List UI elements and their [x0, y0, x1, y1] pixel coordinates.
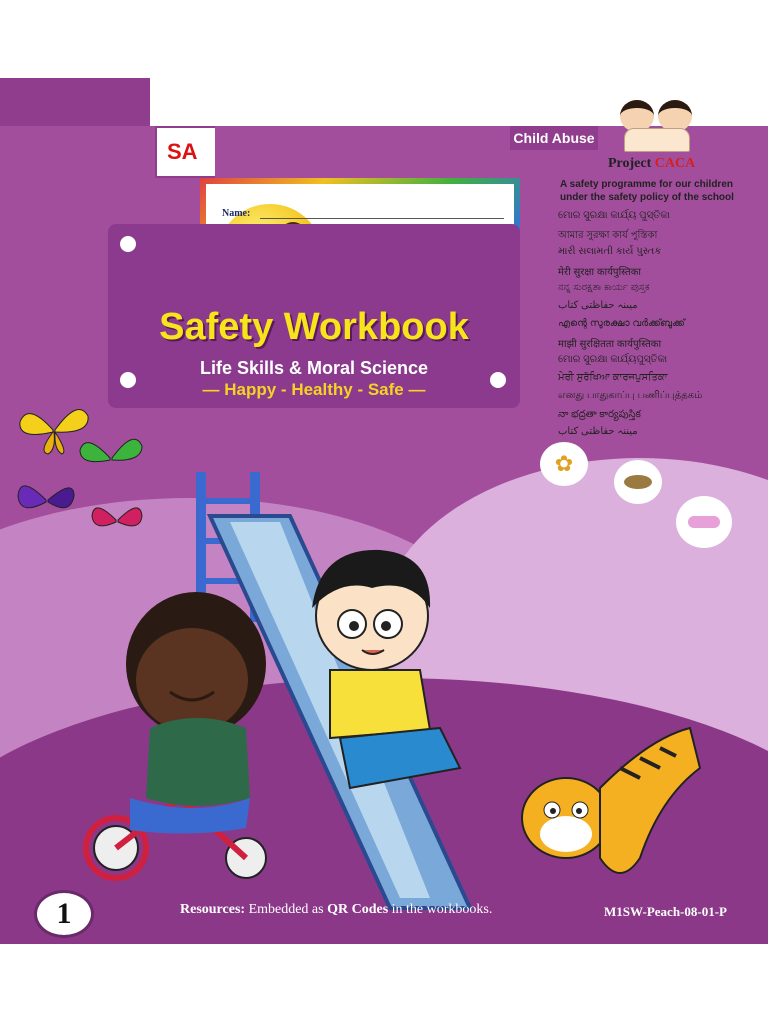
top-purple-strip [0, 78, 150, 126]
resources-line [180, 902, 492, 918]
page-title: Safety Workbook [159, 306, 469, 348]
girl-on-tricycle-icon [86, 592, 266, 878]
name-field-line[interactable] [260, 218, 504, 219]
playground-illustration [0, 438, 768, 944]
book-cover [0, 78, 768, 944]
project-name-highlight: CACA [654, 156, 696, 171]
language-title-line: ମୋର ସୁରକ୍ଷା କାର୍ଯ୍ୟପୁସ୍ତିକା [558, 354, 668, 365]
language-title-line: నా భద్రతా కార్యపుస్తిక [558, 409, 641, 420]
language-title-line: ನನ್ನ ಸುರಕ್ಷತಾ ಕಾರ್ಯ ಪುಸ್ತಕ [558, 282, 650, 293]
title-panel [108, 224, 520, 408]
language-title-line: میننہ حفاظتی کتاب [558, 426, 638, 437]
banner-right-text: Child Abuse [510, 126, 598, 150]
language-title-line: ਮੇਰੀ ਸੁਰੱਖਿਆ ਕਾਰਜਪੁਸਤਿਕਾ [558, 372, 668, 383]
subtitle: Life Skills & Moral Science [199, 358, 429, 378]
book-number-badge: 1 [34, 890, 94, 938]
language-title-line: मेरी सुरक्षा कार्यपुस्तिका [558, 267, 642, 278]
resources-text-2: in the workbooks. [391, 902, 493, 917]
tiger-cub-icon [522, 728, 700, 873]
language-title-line: എന്റെ സുരക്ഷാ വർക്ക്ബുക്ക് [558, 318, 685, 329]
tagline: — Happy - Healthy - Safe — [202, 380, 426, 399]
resources-qr: QR Codes [327, 902, 389, 917]
language-title-line: माझी सुरक्षितता कार्यपुस्तिका [558, 339, 662, 350]
project-name [608, 156, 695, 172]
resources-label: Resources: [180, 902, 246, 917]
panel-bolt [120, 236, 136, 252]
language-title-line: میںنہ حفاظتی کتاب [558, 300, 638, 311]
language-title-line: મારી સલામતી કાર્ય પુસ્તક [558, 246, 662, 257]
project-caca-panel [548, 98, 758, 438]
language-title-line: ମୋର ସୁରକ୍ଷା କାର୍ଯ୍ୟ ପୁସ୍ତିକା [558, 210, 670, 221]
project-description: A safety programme for our children under the safety policy of the school [560, 179, 734, 203]
butterfly-circle-icon: ✿ [540, 442, 588, 486]
project-name-prefix: Project [608, 156, 652, 171]
kids-logo-icon [618, 98, 698, 150]
banner-left-text: SA [155, 126, 215, 178]
resources-text-1: Embedded as [248, 902, 324, 917]
book-code: M1SW-Peach-08-01-P [604, 904, 727, 919]
label-name: Name: [222, 208, 251, 219]
footer-bar [0, 884, 768, 944]
language-title-line: আমার সুরক্ষা কার্য পুস্তিকা [558, 230, 658, 241]
language-title-line: எனது பாதுகாப்பு பணிப்புத்தகம் [558, 390, 703, 401]
